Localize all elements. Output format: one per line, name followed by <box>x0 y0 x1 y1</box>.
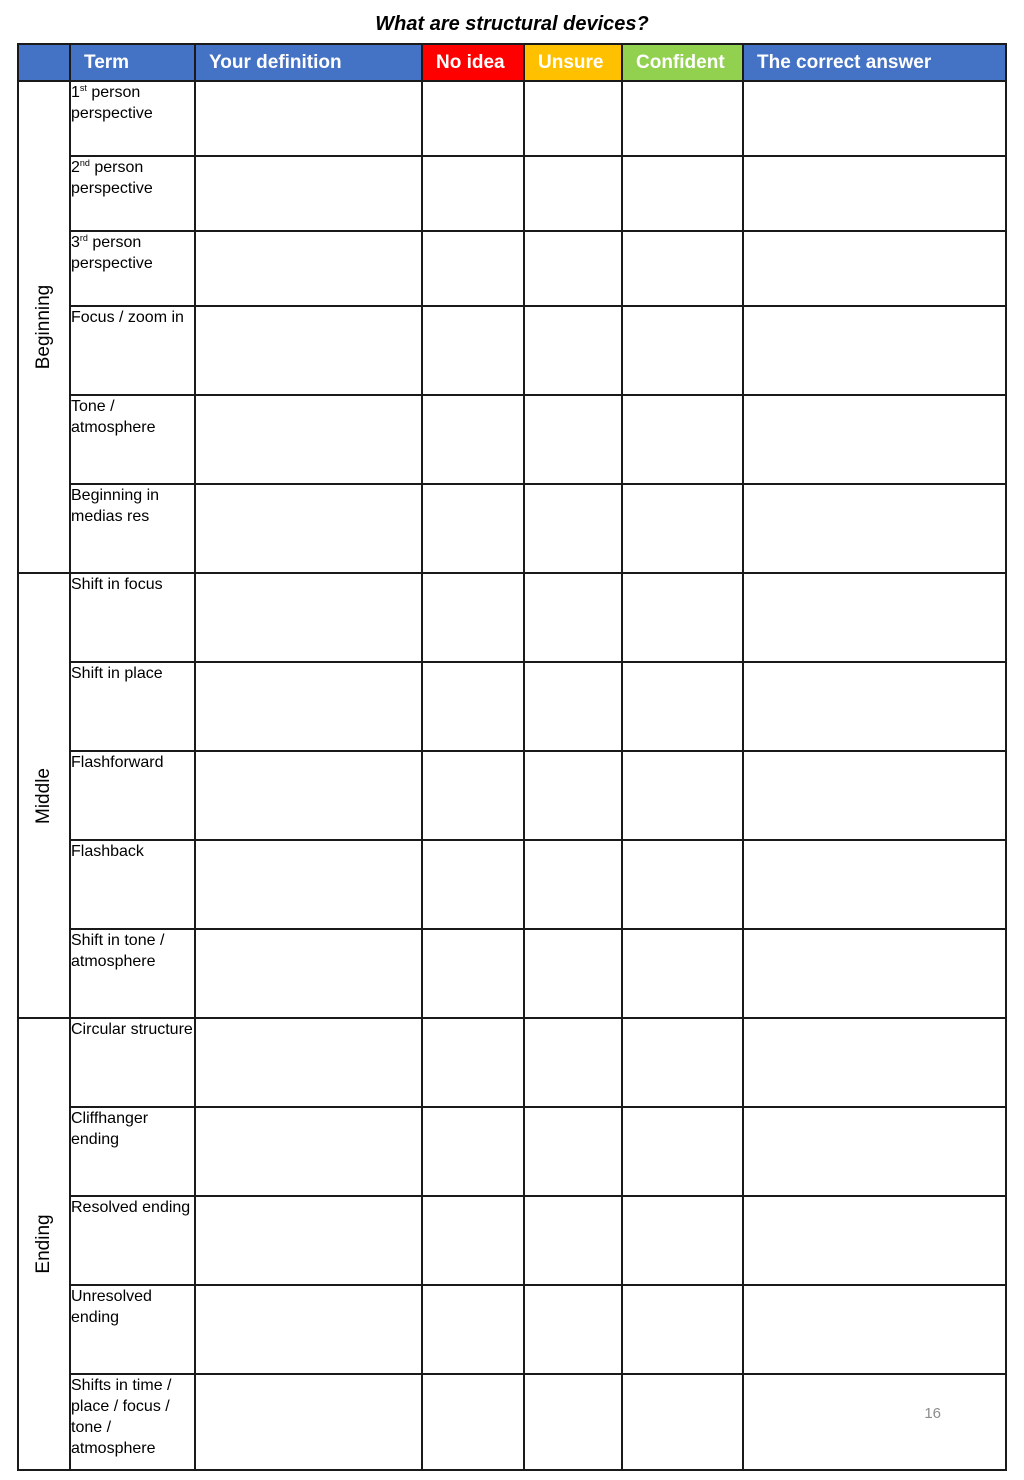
no-idea-cell[interactable] <box>422 1107 524 1196</box>
correct-answer-cell[interactable] <box>743 1374 1006 1470</box>
header-unsure: Unsure <box>524 44 622 81</box>
term-cell: Shifts in time / place / focus / tone / atmosphere <box>70 1374 195 1470</box>
definition-cell[interactable] <box>195 231 422 306</box>
definition-cell[interactable] <box>195 1374 422 1470</box>
unsure-cell[interactable] <box>524 306 622 395</box>
no-idea-cell[interactable] <box>422 573 524 662</box>
correct-answer-cell[interactable] <box>743 156 1006 231</box>
table-row <box>18 484 1006 573</box>
correct-answer-cell[interactable] <box>743 81 1006 156</box>
definition-cell[interactable] <box>195 840 422 929</box>
correct-answer-cell[interactable] <box>743 1018 1006 1107</box>
unsure-cell[interactable] <box>524 1285 622 1374</box>
confident-cell[interactable] <box>622 929 743 1018</box>
table-row <box>18 81 1006 156</box>
unsure-cell[interactable] <box>524 484 622 573</box>
no-idea-cell[interactable] <box>422 1196 524 1285</box>
confident-cell[interactable] <box>622 484 743 573</box>
correct-answer-cell[interactable] <box>743 1285 1006 1374</box>
definition-cell[interactable] <box>195 306 422 395</box>
unsure-cell[interactable] <box>524 156 622 231</box>
no-idea-cell[interactable] <box>422 929 524 1018</box>
confident-cell[interactable] <box>622 1196 743 1285</box>
table-row <box>18 306 1006 395</box>
definition-cell[interactable] <box>195 751 422 840</box>
term-cell: Unresolved ending <box>70 1285 195 1374</box>
correct-answer-cell[interactable] <box>743 840 1006 929</box>
confident-cell[interactable] <box>622 751 743 840</box>
correct-answer-cell[interactable] <box>743 751 1006 840</box>
table-row <box>18 1107 1006 1196</box>
header-row <box>18 44 1006 81</box>
unsure-cell[interactable] <box>524 81 622 156</box>
confident-cell[interactable] <box>622 395 743 484</box>
no-idea-cell[interactable] <box>422 306 524 395</box>
definition-cell[interactable] <box>195 1196 422 1285</box>
unsure-cell[interactable] <box>524 1196 622 1285</box>
no-idea-cell[interactable] <box>422 662 524 751</box>
correct-answer-cell[interactable] <box>743 1107 1006 1196</box>
unsure-cell[interactable] <box>524 231 622 306</box>
table-row <box>18 929 1006 1018</box>
definition-cell[interactable] <box>195 929 422 1018</box>
section-label-middle: Middle <box>33 767 54 824</box>
term-cell: Beginning in medias res <box>70 484 195 573</box>
confident-cell[interactable] <box>622 156 743 231</box>
term-cell: Shift in tone / atmosphere <box>70 929 195 1018</box>
table-row <box>18 1196 1006 1285</box>
term-cell: Resolved ending <box>70 1196 195 1285</box>
unsure-cell[interactable] <box>524 751 622 840</box>
correct-answer-cell[interactable] <box>743 395 1006 484</box>
unsure-cell[interactable] <box>524 1018 622 1107</box>
confident-cell[interactable] <box>622 231 743 306</box>
definition-cell[interactable] <box>195 395 422 484</box>
header-no-idea: No idea <box>422 44 524 81</box>
confident-cell[interactable] <box>622 840 743 929</box>
header-correct-answer: The correct answer <box>743 44 1006 81</box>
correct-answer-cell[interactable] <box>743 662 1006 751</box>
definition-cell[interactable] <box>195 573 422 662</box>
correct-answer-cell[interactable] <box>743 231 1006 306</box>
term-cell: Shift in place <box>70 662 195 751</box>
unsure-cell[interactable] <box>524 1374 622 1470</box>
unsure-cell[interactable] <box>524 929 622 1018</box>
definition-cell[interactable] <box>195 1107 422 1196</box>
table-row <box>18 156 1006 231</box>
definition-cell[interactable] <box>195 81 422 156</box>
confident-cell[interactable] <box>622 306 743 395</box>
unsure-cell[interactable] <box>524 840 622 929</box>
definition-cell[interactable] <box>195 662 422 751</box>
section-ending <box>18 1018 70 1470</box>
term-cell: Shift in focus <box>70 573 195 662</box>
correct-answer-cell[interactable] <box>743 573 1006 662</box>
section-middle <box>18 573 70 1018</box>
confident-cell[interactable] <box>622 573 743 662</box>
section-label-ending: Ending <box>33 1214 54 1274</box>
header-blank <box>18 44 70 81</box>
confident-cell[interactable] <box>622 1107 743 1196</box>
table-row <box>18 751 1006 840</box>
confident-cell[interactable] <box>622 1374 743 1470</box>
table-row <box>18 573 1006 662</box>
correct-answer-cell[interactable] <box>743 929 1006 1018</box>
no-idea-cell[interactable] <box>422 484 524 573</box>
table-row <box>18 1374 1006 1470</box>
confident-cell[interactable] <box>622 81 743 156</box>
header-your-definition: Your definition <box>195 44 422 81</box>
no-idea-cell[interactable] <box>422 751 524 840</box>
header-confident: Confident <box>622 44 743 81</box>
header-term: Term <box>70 44 195 81</box>
term-cell: 1st person perspective <box>70 81 195 156</box>
table-row <box>18 395 1006 484</box>
page-title: What are structural devices? <box>375 13 649 35</box>
unsure-cell[interactable] <box>524 573 622 662</box>
section-beginning <box>18 81 70 573</box>
term-cell: Focus / zoom in <box>70 306 195 395</box>
term-cell: Flashback <box>70 840 195 929</box>
definition-cell[interactable] <box>195 1285 422 1374</box>
unsure-cell[interactable] <box>524 1107 622 1196</box>
confident-cell[interactable] <box>622 1285 743 1374</box>
term-cell: Circular structure <box>70 1018 195 1107</box>
confident-cell[interactable] <box>622 1018 743 1107</box>
definition-cell[interactable] <box>195 484 422 573</box>
section-label-beginning: Beginning <box>33 284 54 370</box>
correct-answer-cell[interactable] <box>743 1196 1006 1285</box>
table-row <box>18 231 1006 306</box>
no-idea-cell[interactable] <box>422 1018 524 1107</box>
term-cell: 3rd person perspective <box>70 231 195 306</box>
term-cell: 2nd person perspective <box>70 156 195 231</box>
unsure-cell[interactable] <box>524 395 622 484</box>
no-idea-cell[interactable] <box>422 81 524 156</box>
table-row <box>18 840 1006 929</box>
no-idea-cell[interactable] <box>422 156 524 231</box>
definition-cell[interactable] <box>195 156 422 231</box>
term-cell: Cliffhanger ending <box>70 1107 195 1196</box>
unsure-cell[interactable] <box>524 662 622 751</box>
correct-answer-cell[interactable] <box>743 306 1006 395</box>
term-cell: Tone / atmosphere <box>70 395 195 484</box>
correct-answer-cell[interactable] <box>743 484 1006 573</box>
table-row <box>18 1018 1006 1107</box>
no-idea-cell[interactable] <box>422 395 524 484</box>
table-row <box>18 1285 1006 1374</box>
term-cell: Flashforward <box>70 751 195 840</box>
definition-cell[interactable] <box>195 1018 422 1107</box>
no-idea-cell[interactable] <box>422 1285 524 1374</box>
structural-devices-table <box>17 43 1007 1471</box>
confident-cell[interactable] <box>622 662 743 751</box>
page-number: 16 <box>924 1405 941 1422</box>
no-idea-cell[interactable] <box>422 1374 524 1470</box>
table-row <box>18 662 1006 751</box>
no-idea-cell[interactable] <box>422 231 524 306</box>
no-idea-cell[interactable] <box>422 840 524 929</box>
